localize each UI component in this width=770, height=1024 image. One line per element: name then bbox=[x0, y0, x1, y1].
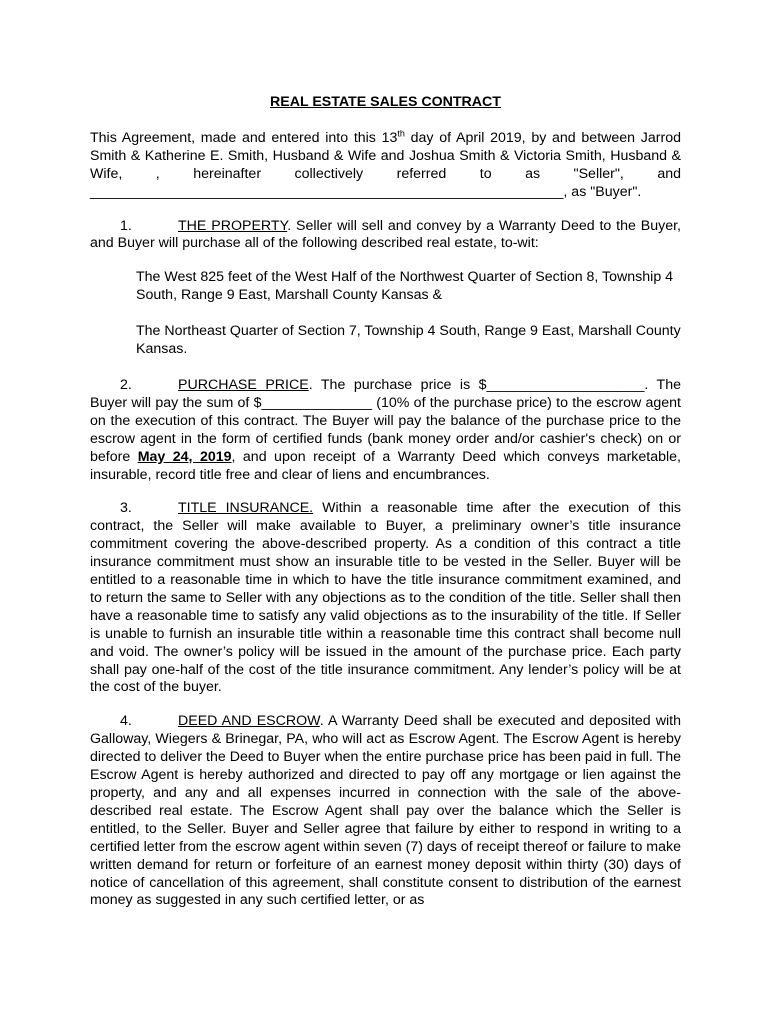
legal-description-2: The Northeast Quarter of Section 7, Township 4 South, Range 9 East, Marshall County Kansas. bbox=[136, 323, 681, 358]
section-2-purchase-price bbox=[90, 377, 681, 484]
contract-page bbox=[90, 94, 681, 926]
section-1-property bbox=[90, 218, 681, 254]
section-4-heading: DEED AND ESCROW bbox=[178, 713, 320, 730]
section-3-text: Within a reasonable time after the execution of this contract, the Seller will make available to Buyer, a preliminary owner’s title insurance commitment covering the above-described property. As a condition of this contract a title insurance commitment must show an insurable title to be vested in the Seller. Buyer will be entitled to a reasonable time in which to have the title insurance commitment examined, and to return the same to Seller with any objections as to the condition of the title. Seller shall then have a reasonable time to satisfy any valid objections as to the insurability of the title. If Seller is unable to furnish an insurable title within a reasonable time this contract shall become null and void. The owner’s policy will be issued in the amount of the purchase price. Each party shall pay one-half of the cost of the title insurance commitment. Any lender’s policy will be at the cost of the buyer. bbox=[90, 500, 681, 696]
intro-text-b: day of April 2019, by and between Jarrod Smith & Katherine E. Smith, Husband & Wife and Joshua Smith & Victoria Smith, Husband & Wife, , hereinafter collectively referred to as "Seller", and ____________________________________________________________, as "Buyer". bbox=[90, 129, 681, 200]
section-3-heading: TITLE INSURANCE. bbox=[178, 500, 314, 517]
section-2-text-b: , and upon receipt of a Warranty Deed which conveys marketable, insurable, record title free and clear of liens and encumbrances. bbox=[90, 448, 681, 483]
section-1-number: 1. bbox=[120, 217, 132, 234]
intro-text-a: This Agreement, made and entered into this 13 bbox=[90, 129, 398, 146]
intro-superscript: th bbox=[397, 128, 405, 139]
document-title: REAL ESTATE SALES CONTRACT bbox=[270, 94, 501, 110]
closing-date: May 24, 2019 bbox=[137, 448, 232, 465]
section-3-title-insurance bbox=[90, 500, 681, 697]
section-4-deed-and-escrow bbox=[90, 713, 681, 910]
section-3-number: 3. bbox=[120, 500, 132, 517]
intro-paragraph bbox=[90, 130, 681, 202]
section-4-text: . A Warranty Deed shall be executed and deposited with Galloway, Wiegers & Brinegar, PA, who will act as Escrow Agent. The Escrow Agent is hereby directed to deliver the Deed to Buyer when the entire purchase price has been paid in full. The Escrow Agent is hereby authorized and directed to pay off any mortgage or lien against the property, and any and all expenses incurred in connection with the sale of the above-described real estate. The Escrow Agent shall pay over the balance which the Seller is entitled, to the Seller. Buyer and Seller agree that failure by either to respond in writing to a certified letter from the escrow agent within seven (7) days of receipt thereof or failure to make written demand for return or forfeiture of an earnest money deposit within thirty (30) days of notice of cancellation of this agreement, shall constitute consent to distribution of the earnest money as suggested in any such certified letter, or as bbox=[90, 713, 681, 909]
legal-description-1: The West 825 feet of the West Half of the Northwest Quarter of Section 8, Township 4 South, Range 9 East, Marshall County Kansas & bbox=[136, 269, 674, 304]
section-4-number: 4. bbox=[120, 713, 132, 730]
section-2-heading: PURCHASE PRICE bbox=[178, 376, 309, 393]
section-2-number: 2. bbox=[120, 376, 132, 393]
section-1-heading: THE PROPERTY bbox=[178, 217, 288, 234]
section-2-text-a: . The purchase price is $____________________. The Buyer will pay the sum of $______________ (10% of the purchase price) to the escrow agent on the execution of this contract. The Buyer will pay the balance of the purchase price to the escrow agent in the form of certified funds (bank money order and/or cashier's check) on or before bbox=[90, 376, 681, 465]
section-1-text: . Seller will sell and convey by a Warranty Deed to the Buyer, and Buyer will purchase all of the following described real estate, to-wit: bbox=[90, 217, 681, 252]
